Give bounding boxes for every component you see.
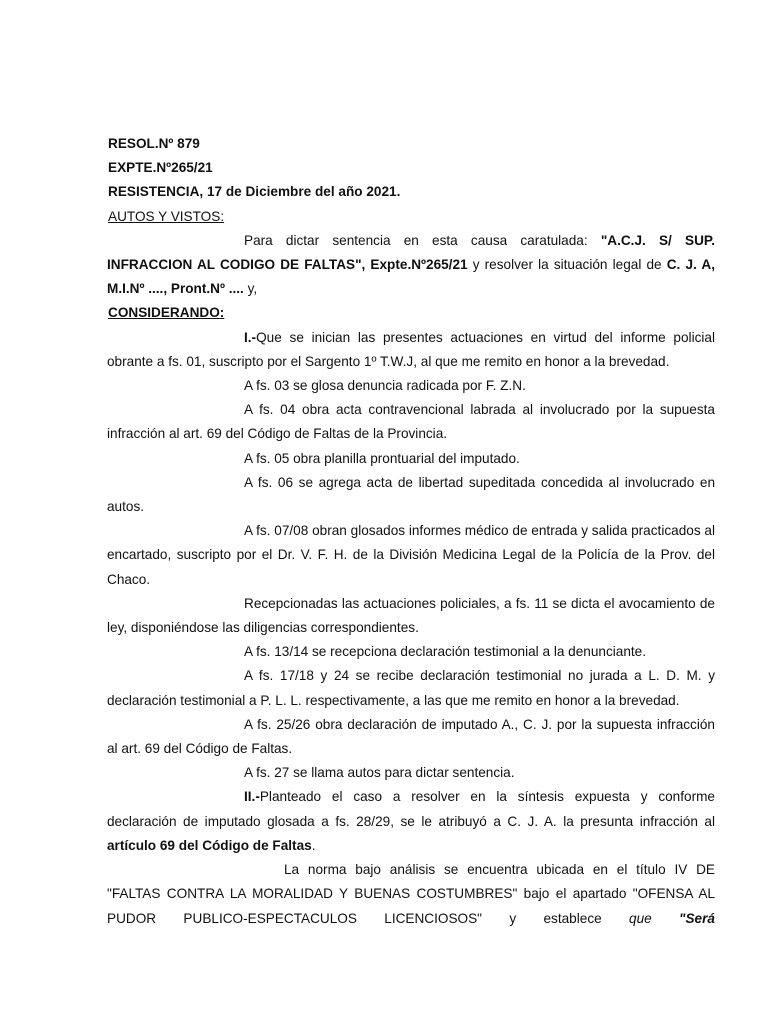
- resolution-number: RESOL.Nº 879: [108, 136, 200, 151]
- considerando-p12: [107, 785, 715, 858]
- autos-p1-a: Para dictar sentencia en esta causa caratulada:: [244, 232, 601, 248]
- considerando-p9: A fs. 17/18 y 24 se recibe declaración testimonial no jurada a L. D. M. y declaración testimonial a P. L. L. respectivamente, a las que me remito en honor a la brevedad.: [107, 668, 715, 708]
- case-caption: "A.C.J. S/ SUP. INFRACCION AL CODIGO DE FALTAS", Expte.Nº265/21: [107, 232, 715, 273]
- considerando-p12-text: Planteado el caso a resolver en la síntesis expuesta y conforme declaración de imputado glosada a fs. 28/29, se le atribuyó a C. J. A. la presunta infracción al: [107, 789, 715, 829]
- considerando-heading: [107, 301, 715, 325]
- autos-y-vistos-heading: [107, 205, 715, 229]
- considerando-p8: A fs. 13/14 se recepciona declaración testimonial a la denunciante.: [244, 644, 647, 660]
- considerando-p6: A fs. 07/08 obran glosados informes médico de entrada y salida practicados al encartado, suscripto por el Dr. V. F. H. de la División Medicina Legal de la Policía de la Prov. del Chaco.: [107, 523, 715, 587]
- autos-colon: :: [220, 208, 225, 224]
- considerando-p1-text: Que se inician las presentes actuaciones en virtud del informe policial obrante a fs. 01, suscripto por el Sargento 1º T.W.J, al que me remito en honor a la brevedad.: [107, 329, 715, 369]
- article-reference: artículo 69 del Código de Faltas: [107, 837, 312, 853]
- considerando-p11: A fs. 27 se llama autos para dictar sentencia.: [244, 765, 515, 781]
- considerando-p13-italic: que: [629, 910, 680, 926]
- autos-p1-c: y resolver la situación legal de: [467, 257, 667, 273]
- considerando-p2: A fs. 03 se glosa denuncia radicada por F. Z.N.: [244, 378, 526, 394]
- section-ii-number: II.-: [244, 789, 260, 805]
- considerando-p5: A fs. 06 se agrega acta de libertad supeditada concedida al involucrado en autos.: [107, 474, 715, 515]
- document-page: [107, 132, 715, 931]
- autos-title: AUTOS Y VISTOS: [108, 208, 221, 224]
- considerando-title: CONSIDERANDO: [108, 305, 220, 321]
- considerando-p10: A fs. 25/26 obra declaración de imputado A., C. J. por la supuesta infracción al art. 69 del Código de Faltas.: [107, 716, 715, 757]
- file-number: EXPTE.Nº265/21: [108, 160, 213, 176]
- considerando-p13-quote-start: "Será: [679, 910, 715, 926]
- considerando-p1: [107, 326, 715, 374]
- document-header: [107, 132, 715, 205]
- autos-p1-e: y,: [243, 281, 258, 297]
- autos-paragraph: [107, 229, 715, 302]
- considerando-colon: :: [219, 305, 225, 321]
- considerando-p4: A fs. 05 obra planilla prontuarial del imputado.: [244, 450, 520, 466]
- considerando-p12-end: .: [311, 837, 316, 853]
- considerando-p13: [107, 858, 715, 931]
- considerando-p3: A fs. 04 obra acta contravencional labrada al involucrado por la supuesta infracción al art. 69 del Código de Faltas de la Provincia.: [107, 402, 715, 442]
- section-i-number: I.-: [244, 329, 257, 345]
- considerando-p13-text: La norma bajo análisis se encuentra ubicada en el título IV DE "FALTAS CONTRA LA MORALIDAD Y BUENAS COSTUMBRES" bajo el apartado "OFENSA AL PUDOR PUBLICO-ESPECTACULOS LICENCIOSOS" y establece: [107, 862, 715, 926]
- defendant-id: C. J. A, M.I.Nº ...., Pront.Nº ....: [107, 257, 715, 297]
- place-date: RESISTENCIA, 17 de Diciembre del año 2021.: [108, 184, 401, 200]
- considerando-p7: Recepcionadas las actuaciones policiales, a fs. 11 se dicta el avocamiento de ley, disponiéndose las diligencias correspondientes.: [107, 595, 715, 636]
